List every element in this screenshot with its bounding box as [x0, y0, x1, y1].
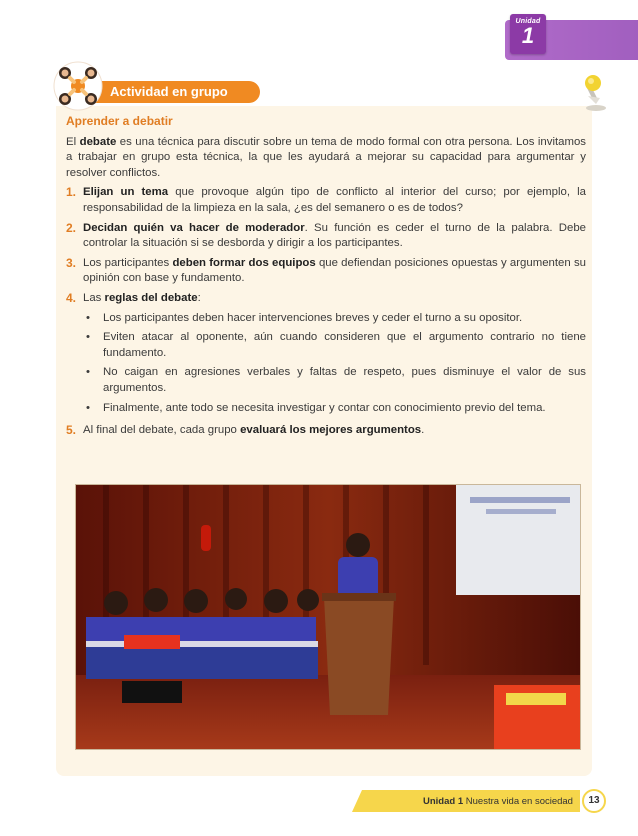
item-bold: Decidan quién va hacer de moderador	[83, 221, 305, 234]
list-item-2	[66, 221, 586, 252]
item-bold: deben formar dos equipos	[172, 256, 316, 269]
pushpin-icon	[574, 72, 614, 114]
debate-photo-illustration	[76, 485, 581, 750]
unit-number: 1	[521, 23, 535, 48]
bullet-dot: •	[86, 401, 90, 414]
item-prefix: Al final del debate, cada grupo	[83, 424, 241, 437]
intro-bold: debate	[79, 135, 117, 148]
intro-text: El	[66, 135, 80, 148]
item-number: 2.	[66, 220, 77, 235]
item-text: . Su función es ceder el turno de la palabra. Debe controlar la situación si se desborda y dirigir a los participantes.	[83, 221, 586, 250]
item-text: .	[421, 424, 425, 437]
list-item-5	[66, 423, 586, 439]
bullet-text: Finalmente, ante todo se necesita investigar y contar con conocimiento previo del tema.	[103, 401, 546, 414]
rule-bullet-1	[86, 311, 586, 327]
item-number: 5.	[66, 423, 77, 438]
item-text: que defiendan posiciones opuestas y argumenten su opinión con base y fundamento.	[83, 256, 586, 285]
unit-word: Unidad	[515, 18, 541, 25]
bullet-dot: •	[86, 366, 90, 379]
activity-title: Actividad en grupo	[110, 84, 228, 99]
unit-badge	[510, 14, 546, 54]
activity-text	[66, 114, 586, 443]
list-item-3	[66, 256, 586, 287]
rule-bullet-4	[86, 401, 586, 417]
item-bold: evaluará los mejores argumentos	[240, 424, 422, 437]
bullet-text: No caigan en agresiones verbales y faltas de respeto, pues disminuye el valor de sus argumentos.	[103, 366, 586, 394]
item-text: que provoque algún tipo de conflicto al interior del curso; por ejemplo, la responsabilidad de la limpieza en la sala, ¿es del semanero o es de todos?	[83, 186, 586, 214]
list-item-4	[66, 291, 586, 419]
item-number: 4.	[66, 290, 77, 305]
section-subtitle: Aprender a debatir	[66, 114, 173, 128]
debate-photo	[75, 484, 581, 750]
item-prefix: Las	[83, 291, 105, 304]
intro-paragraph	[66, 135, 586, 182]
list-item-1	[66, 185, 586, 216]
item-text: :	[197, 291, 201, 304]
rule-bullet-3	[86, 365, 586, 396]
item-number: 3.	[66, 255, 77, 270]
bullet-text: Eviten atacar al oponente, aún cuando consideren que el argumento contrario no tiene fundamento.	[103, 331, 586, 359]
footer-unit: Unidad 1	[423, 796, 464, 807]
rule-bullet-2	[86, 330, 586, 361]
group-people-icon	[52, 60, 104, 112]
bullet-dot: •	[86, 331, 90, 344]
item-bold: Elijan un tema	[83, 186, 169, 199]
item-prefix: Los participantes	[83, 256, 173, 269]
bullet-text: Los participantes deben hacer intervenciones breves y ceder el turno a su opositor.	[103, 311, 523, 324]
item-bold: reglas del debate	[104, 291, 198, 304]
footer-title: Nuestra vida en sociedad	[465, 796, 573, 807]
intro-text-rest: es una técnica para discutir sobre un tema de modo formal con otra persona. Los invitamos a trabajar en grupo esta técnica, la que les ayudará a mejorar su capacidad para argumentar y resolver conflictos.	[66, 135, 586, 179]
item-number: 1.	[66, 185, 77, 200]
footer-label	[423, 794, 573, 810]
page-number: 13	[582, 789, 606, 813]
bullet-dot: •	[86, 311, 90, 324]
